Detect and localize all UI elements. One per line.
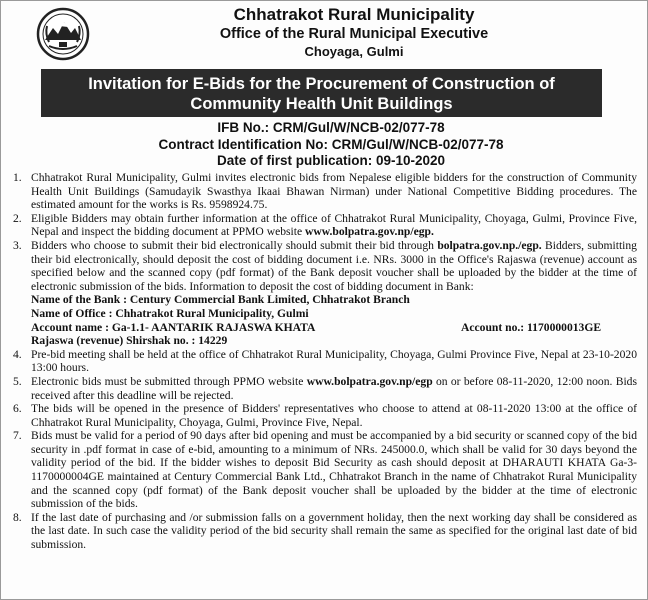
rajaswa-shirshak: Rajaswa (revenue) Shirshak no. : 14229: [31, 334, 228, 348]
notice-title-banner: [41, 69, 602, 117]
account-row: [31, 321, 637, 335]
clause-text-cont: on or before 08-11-2020, 12:00 noon. Bids received after this deadline will be rejected.: [31, 374, 637, 402]
clause-text: Chhatrakot Rural Municipality, Gulmi invites electronic bids from Nepalese eligible bidders for the construction of Community Health Unit Buildings (Samudayik Swasthya Ikaai Bhawan Nirman) under National Competitive Bidding procedures. The estimated amount for the works is Rs. 9598924.75.: [31, 171, 637, 212]
clause-text-cont: Bidders, submitting their bid electronically, should deposit the cost of bidding document i.e. NRs. 3000 in the Office's Rajaswa (revenue) account as specified below and the scanned copy (pdf format) of the Bank deposit voucher shall be uploaded by the bidder at the time of electronic submission of the bids. Information to deposit the cost of bidding document in Bank:: [31, 238, 637, 293]
bank-office-name: Name of Office : Chhatrakot Rural Municipality, Gulmi: [31, 306, 309, 320]
clause-5: [9, 375, 637, 402]
clause-2: [9, 212, 637, 239]
clause-number: 1.: [13, 171, 22, 184]
office-location: Choyaga, Gulmi: [304, 44, 404, 59]
clause-6: [9, 402, 637, 429]
clause-text: Pre-bid meeting shall be held at the office of Chhatrakot Rural Municipality, Choyaga, Gulmi Province Five, Nepal at 23-10-2020 13:00 hours.: [31, 347, 637, 375]
notice-header: [1, 1, 647, 63]
clause-body: [31, 212, 637, 239]
clause-number: 4.: [13, 347, 22, 361]
clause-text: Bids must be valid for a period of 90 days after bid opening and must be accompanied by a bid security or scanned copy of the bid security in .pdf format in case of e-bid, amounting to a minimum of NRs. 245000.0, which shall be valid for 30 days beyond the validity period of the bid. If the bidder wishes to deposit Bid Security as cash should deposit at DHARAUTI KHATA Ga-3-1170000004GE maintained at Century Commercial Bank Ltd., Chhatrakot Branch in the name of Chhatrakot Rural Municipality and the scanned copy (pdf format) of the Bank deposit voucher shall be uploaded by the bidder at the time of electronic submission of the bids.: [31, 429, 637, 511]
ifb-number: IFB No.: CRM/Gul/W/NCB-02/077-78: [217, 120, 445, 135]
account-name: Account name : Ga-1.1- AANTARIK RAJASWA KHATA: [31, 320, 316, 334]
bolpatra-link[interactable]: bolpatra.gov.np./egp.: [437, 238, 542, 252]
clause-3: [9, 239, 637, 348]
clause-7: [9, 429, 637, 511]
publication-date: Date of first publication: 09-10-2020: [216, 153, 446, 168]
notice-clauses: [9, 171, 637, 552]
clause-text: Eligible Bidders may obtain further information at the office of Chhatrakot Rural Municipality, Choyaga, Gulmi, Province Five, Nepal and inspect the bidding document at PPMO website: [31, 211, 637, 239]
bank-details: [31, 293, 637, 347]
clause-body: [31, 375, 637, 402]
clause-1: [9, 171, 637, 212]
clause-text: If the last date of purchasing and /or submission falls on a government holiday, then the next working day shall be considered as the last date. In such case the validity period of the bid security shall remain the same as specified for the original last date of bid submission.: [31, 510, 637, 552]
clause-8: [9, 511, 637, 552]
clause-number: 6.: [13, 402, 22, 416]
header-text: [1, 5, 647, 60]
municipality-name: Chhatrakot Rural Municipality: [233, 5, 475, 24]
clause-text: The bids will be opened in the presence of Bidders' representatives who choose to attend at 08-11-2020 13:00 at the office of Chhatrakot Rural Municipality, Choyaga, Gulmi, Province Five, Nepal.: [31, 402, 637, 429]
clause-number: 5.: [13, 374, 22, 388]
identification-block: [1, 120, 647, 170]
title-line-2: Community Health Unit Buildings: [190, 95, 453, 113]
clause-number: 8.: [13, 510, 22, 524]
clause-number: 7.: [13, 429, 22, 443]
clause-4: [9, 348, 637, 375]
clause-text: Bidders who choose to submit their bid electronically should submit their bid through: [31, 238, 438, 252]
clause-number: 3.: [13, 238, 22, 252]
contract-identification: Contract Identification No: CRM/Gul/W/NCB-02/077-78: [158, 136, 504, 152]
ppmo-website-link[interactable]: www.bolpatra.gov.np/egp.: [305, 225, 434, 239]
clause-body: [31, 239, 637, 348]
bank-name: Name of the Bank : Century Commercial Bank Limited, Chhatrakot Branch: [31, 293, 410, 307]
clause-text: Electronic bids must be submitted through PPMO website: [31, 374, 307, 388]
title-line-1: Invitation for E-Bids for the Procurement of Construction of: [88, 75, 555, 93]
clause-number: 2.: [13, 211, 22, 225]
account-number: Account no.: 1170000013GE: [461, 320, 602, 334]
office-name: Office of the Rural Municipal Executive: [219, 26, 489, 42]
ppmo-egp-link[interactable]: www.bolpatra.gov.np/egp: [306, 374, 433, 388]
